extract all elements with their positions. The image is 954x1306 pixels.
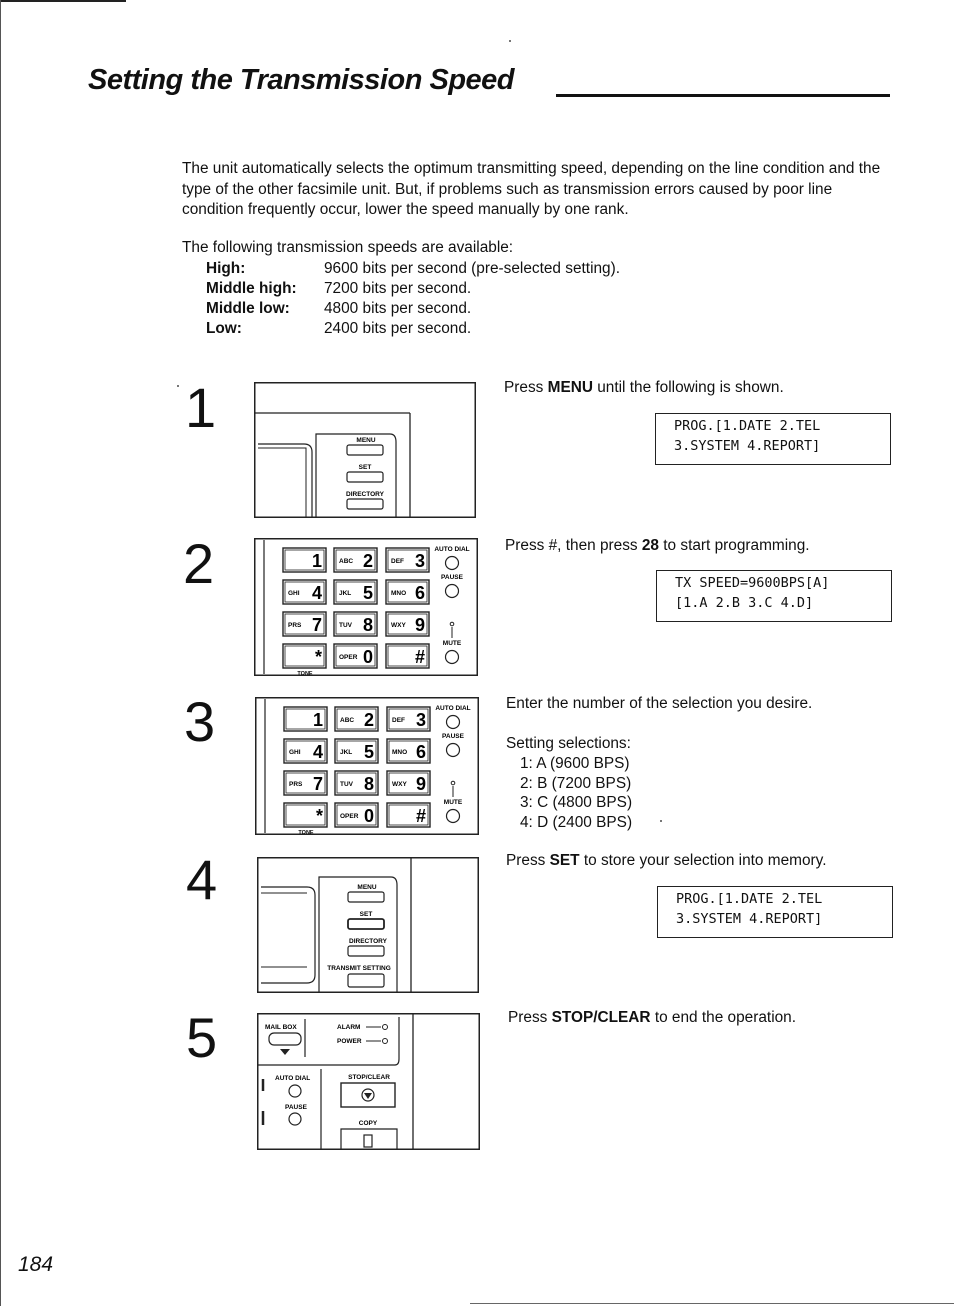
indicator-dot <box>450 622 454 626</box>
step-instruction: Press STOP/CLEAR to end the operation. <box>508 1009 797 1026</box>
keypad-digit: 4 <box>312 742 323 762</box>
auto-dial-label: AUTO DIAL <box>434 546 470 553</box>
keypad-letters: DEF <box>392 717 405 724</box>
tone-label: TONE <box>297 671 313 676</box>
keypad-digit: 3 <box>415 710 426 730</box>
auto-dial-button <box>447 716 460 729</box>
menu-panel-drawing <box>254 382 476 518</box>
scan-speck <box>509 40 511 42</box>
directory-key-label: DIRECTORY <box>349 938 387 945</box>
setting-option: 1: A (9600 BPS) <box>520 754 630 772</box>
keypad-letters: WXY <box>392 781 407 788</box>
step-number: 4 <box>186 848 218 911</box>
stop-clear-key-label: STOP/CLEAR <box>348 1074 390 1081</box>
menu-panel-illustration <box>254 382 476 518</box>
lcd-line: [1.A 2.B 3.C 4.D] <box>675 595 814 611</box>
setting-option: 3: C (4800 BPS) <box>520 794 633 812</box>
pause-label: PAUSE <box>442 733 464 740</box>
lcd-line: PROG.[1.DATE 2.TEL <box>674 418 821 434</box>
keypad-letters: TUV <box>339 622 352 629</box>
keypad-digit: * <box>315 806 323 826</box>
keypad-digit: * <box>314 647 322 667</box>
keypad-illustration <box>254 538 478 676</box>
speed-label: High: <box>206 260 246 277</box>
keypad-digit: 6 <box>414 583 425 603</box>
bottom-rule <box>470 1303 954 1304</box>
step-number: 3 <box>184 690 216 753</box>
settings-list <box>506 754 632 833</box>
mail-box-label: MAIL BOX <box>265 1024 297 1031</box>
scan-speck <box>660 820 662 822</box>
key-name: MENU <box>547 379 593 396</box>
tone-label: TONE <box>298 830 314 835</box>
keypad-digit: 0 <box>363 806 374 826</box>
lcd-line: TX SPEED=9600BPS[A] <box>675 575 830 591</box>
keypad-digit: 9 <box>414 615 425 635</box>
step-number: 1 <box>185 376 217 439</box>
copy-key-label: COPY <box>358 1120 378 1127</box>
keypad-letters: WXY <box>391 622 406 629</box>
keypad-digit: # <box>414 647 425 667</box>
setting-option: 2: B (7200 BPS) <box>520 774 632 792</box>
keypad-digit: 5 <box>363 742 374 762</box>
keypad-digit: 3 <box>414 551 425 571</box>
speed-value: 4800 bits per second. <box>324 300 472 317</box>
speed-item <box>206 279 620 299</box>
auto-dial-label: AUTO DIAL <box>435 705 471 712</box>
page-number: 184 <box>18 1253 54 1276</box>
speed-label: Low: <box>206 320 242 337</box>
title-underline <box>556 94 890 97</box>
speed-value: 7200 bits per second. <box>324 280 472 297</box>
keypad-digit: 8 <box>363 774 374 794</box>
step-number: 2 <box>183 532 215 595</box>
keypad-drawing <box>254 538 478 676</box>
keypad-letters: PRS <box>288 622 302 629</box>
pause-label: PAUSE <box>285 1104 307 1111</box>
keypad-digit: 8 <box>362 615 373 635</box>
keypad-letters: OPER <box>339 654 358 661</box>
keypad-digit: 2 <box>362 551 373 571</box>
speed-label: Middle high: <box>206 280 297 297</box>
setting-option: 4: D (2400 BPS) <box>520 814 633 832</box>
transmit-setting-label: TRANSMIT SETTING <box>327 965 391 972</box>
key-name: 28 <box>641 537 659 554</box>
step-number: 5 <box>186 1006 218 1069</box>
step-instruction: Press MENU until the following is shown. <box>504 379 784 396</box>
available-speeds-intro: The following transmission speeds are available: <box>182 239 514 256</box>
keypad-letters: PRS <box>289 781 303 788</box>
keypad-illustration <box>255 697 479 835</box>
keypad-digit: 0 <box>362 647 373 667</box>
step-instruction: Enter the number of the selection you desire. <box>506 695 813 712</box>
alarm-label: ALARM <box>337 1024 361 1031</box>
speed-value: 9600 bits per second (pre-selected setting). <box>324 260 621 277</box>
lcd-line: 3.SYSTEM 4.REPORT] <box>674 438 821 454</box>
stop-clear-panel-illustration <box>257 1013 480 1150</box>
keypad-digit: # <box>415 806 426 826</box>
speed-value: 2400 bits per second. <box>324 320 472 337</box>
keypad-letters: TUV <box>340 781 353 788</box>
top-rule <box>0 0 126 2</box>
keypad-digit: 7 <box>311 615 322 635</box>
auto-dial-label: AUTO DIAL <box>275 1075 311 1082</box>
keypad-digit: 9 <box>415 774 426 794</box>
keypad-letters: MNO <box>391 590 407 597</box>
stop-panel-drawing <box>257 1013 480 1150</box>
auto-dial-button <box>446 557 459 570</box>
setting-selections <box>506 734 632 833</box>
mute-button <box>447 810 460 823</box>
lcd-display <box>655 413 891 465</box>
menu-key-label: MENU <box>357 884 377 891</box>
speed-list <box>206 259 620 339</box>
power-label: POWER <box>337 1038 362 1045</box>
set-panel-drawing <box>257 857 479 993</box>
step-instruction: Press #, then press 28 to start programming. <box>505 537 810 554</box>
keypad-letters: JKL <box>339 590 352 597</box>
pause-button <box>447 744 460 757</box>
mute-button <box>446 651 459 664</box>
keypad-digit: 1 <box>312 710 323 730</box>
keypad-letters: JKL <box>340 749 353 756</box>
page-title: Setting the Transmission Speed <box>88 64 515 96</box>
lcd-display <box>657 886 893 938</box>
keypad-letters: GHI <box>289 749 301 756</box>
mute-label: MUTE <box>443 799 463 806</box>
speed-label: Middle low: <box>206 300 290 317</box>
keypad-letters: OPER <box>340 813 359 820</box>
page-edge <box>0 0 1 1306</box>
indicator-dot <box>451 781 455 785</box>
lcd-line: PROG.[1.DATE 2.TEL <box>676 891 823 907</box>
set-panel-illustration <box>257 857 479 993</box>
pause-button <box>446 585 459 598</box>
key-name: STOP/CLEAR <box>551 1009 651 1026</box>
keypad-digit: 4 <box>311 583 322 603</box>
set-key-label: SET <box>358 464 372 471</box>
speed-item <box>206 319 620 339</box>
lcd-line: 3.SYSTEM 4.REPORT] <box>676 911 823 927</box>
keypad-digit: 6 <box>415 742 426 762</box>
intro-paragraph: The unit automatically selects the optimum transmitting speed, depending on the line condition and the type of the other facsimile unit. But, if problems such as transmission errors caused by poor line condition frequently occur, lower the speed manually by one rank. <box>182 160 881 218</box>
keypad-letters: GHI <box>288 590 300 597</box>
keypad-letters: ABC <box>339 558 354 565</box>
pause-label: PAUSE <box>441 574 463 581</box>
keypad-drawing <box>255 697 479 835</box>
step-instruction: Press SET to store your selection into memory. <box>506 852 827 869</box>
keypad-letters: ABC <box>340 717 355 724</box>
keypad-digit: 5 <box>362 583 373 603</box>
mute-label: MUTE <box>442 640 462 647</box>
settings-title: Setting selections: <box>506 735 631 752</box>
key-name: SET <box>549 852 580 869</box>
menu-key-label: MENU <box>356 437 376 444</box>
directory-key-label: DIRECTORY <box>346 491 384 498</box>
scan-speck <box>177 385 179 387</box>
keypad-letters: DEF <box>391 558 404 565</box>
keypad-letters: MNO <box>392 749 408 756</box>
lcd-display <box>656 570 892 622</box>
keypad-digit: 7 <box>312 774 323 794</box>
speed-item <box>206 299 620 319</box>
keypad-digit: 2 <box>363 710 374 730</box>
speed-item <box>206 259 620 279</box>
set-key-label: SET <box>359 911 373 918</box>
keypad-digit: 1 <box>311 551 322 571</box>
